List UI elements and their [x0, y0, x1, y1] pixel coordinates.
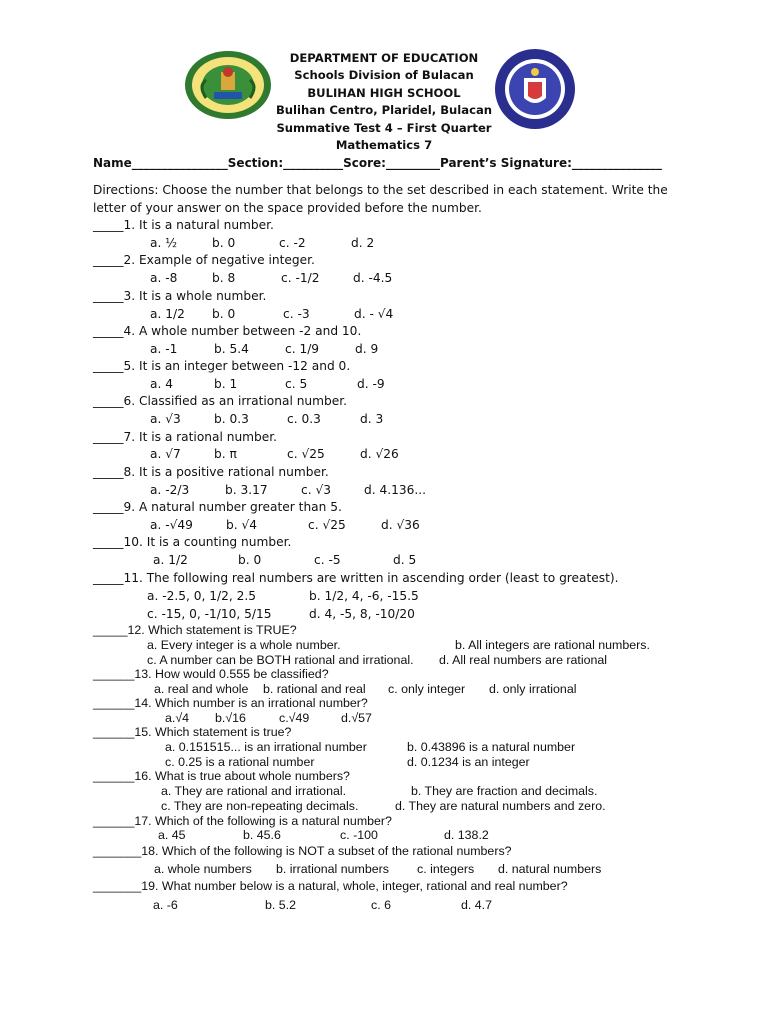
q2-option-a: a. -8 — [150, 271, 178, 285]
q15-option-a: a. 0.151515... is an irrational number — [165, 740, 367, 754]
q9-option-c: c. √25 — [308, 518, 346, 532]
q14-option-c: c.√49 — [279, 711, 310, 725]
q1-option-a: a. ½ — [150, 236, 178, 250]
q12-option-b: b. All integers are rational numbers. — [455, 638, 650, 652]
q12-option-a: a. Every integer is a whole number. — [147, 638, 341, 652]
q7-option-b: b. π — [214, 447, 237, 461]
q6-option-d: d. 3 — [360, 412, 384, 426]
q13-option-c: c. only integer — [388, 682, 466, 696]
q16-option-a: a. They are rational and irrational. — [161, 784, 347, 798]
question-1: _____1. It is a natural number. — [93, 218, 274, 232]
question-15: ______15. Which statement is true? — [93, 725, 292, 739]
q19-option-d: d. 4.7 — [461, 898, 493, 912]
q6-option-c: c. 0.3 — [287, 412, 321, 426]
question-14: ______14. Which number is an irrational number? — [93, 696, 368, 710]
q10-option-c: c. -5 — [314, 553, 341, 567]
q18-option-c: c. integers — [417, 862, 475, 876]
q14-option-a: a.√4 — [165, 711, 190, 725]
q3-option-c: c. -3 — [283, 307, 310, 321]
q8-option-b: b. 3.17 — [225, 483, 268, 497]
q18-option-a: a. whole numbers — [154, 862, 252, 876]
header-division: Schools Division of Bulacan — [294, 68, 474, 82]
question-18: _______18. Which of the following is NOT a subset of the rational numbers? — [93, 844, 512, 858]
q3-option-a: a. 1/2 — [150, 307, 185, 321]
q16-option-c: c. They are non-repeating decimals. — [161, 799, 359, 813]
question-10: _____10. It is a counting number. — [93, 535, 292, 549]
q11-option-d: d. 4, -5, 8, -10/20 — [309, 607, 415, 621]
q11-option-c: c. -15, 0, -1/10, 5/15 — [147, 607, 272, 621]
q15-option-c: c. 0.25 is a rational number — [165, 755, 315, 769]
q4-option-c: c. 1/9 — [285, 342, 320, 356]
q12-option-d: d. All real numbers are rational — [439, 653, 608, 667]
question-19: _______19. What number below is a natural, whole, integer, rational and real number? — [93, 879, 568, 893]
q14-option-d: d.√57 — [341, 711, 372, 725]
header-school: BULIHAN HIGH SCHOOL — [307, 86, 461, 100]
q19-option-a: a. -6 — [153, 898, 178, 912]
q3-option-d: d. - √4 — [354, 307, 394, 321]
question-16: ______16. What is true about whole numbers? — [93, 769, 350, 783]
q1-option-d: d. 2 — [351, 236, 375, 250]
q3-option-b: b. 0 — [212, 307, 236, 321]
name-section-score-line: Name________________Section:__________Score:_________Parent’s Signature:_______________ — [93, 156, 662, 170]
question-12: _____12. Which statement is TRUE? — [93, 623, 297, 637]
question-8: _____8. It is a positive rational number. — [93, 465, 329, 479]
question-17: ______17. Which of the following is a natural number? — [93, 814, 392, 828]
q15-option-d: d. 0.1234 is an integer — [407, 755, 530, 769]
q17-option-b: b. 45.6 — [243, 828, 281, 842]
q8-option-d: d. 4.136... — [364, 483, 426, 497]
header-subject: Mathematics 7 — [335, 138, 433, 152]
q18-option-b: b. irrational numbers — [276, 862, 389, 876]
q7-option-a: a. √7 — [150, 447, 181, 461]
q2-option-d: d. -4.5 — [353, 271, 393, 285]
question-6: _____6. Classified as an irrational number. — [93, 394, 348, 408]
q9-option-b: b. √4 — [226, 518, 258, 532]
q18-option-d: d. natural numbers — [498, 862, 602, 876]
q13-option-a: a. real and whole — [154, 682, 249, 696]
q17-option-a: a. 45 — [158, 828, 186, 842]
q5-option-a: a. 4 — [150, 377, 173, 391]
q13-option-b: b. rational and real — [263, 682, 366, 696]
question-13: ______13. How would 0.555 be classified? — [93, 667, 329, 681]
question-2: _____2. Example of negative integer. — [93, 253, 315, 267]
q15-option-b: b. 0.43896 is a natural number — [407, 740, 576, 754]
q1-option-b: b. 0 — [212, 236, 236, 250]
q4-option-b: b. 5.4 — [214, 342, 249, 356]
q13-option-d: d. only irrational — [489, 682, 577, 696]
q1-option-c: c. -2 — [279, 236, 306, 250]
q8-option-a: a. -2/3 — [150, 483, 190, 497]
q10-option-b: b. 0 — [238, 553, 262, 567]
q2-option-c: c. -1/2 — [281, 271, 320, 285]
q16-option-d: d. They are natural numbers and zero. — [395, 799, 606, 813]
question-9: _____9. A natural number greater than 5. — [93, 500, 342, 514]
q5-option-b: b. 1 — [214, 377, 238, 391]
q8-option-c: c. √3 — [301, 483, 331, 497]
q5-option-d: d. -9 — [357, 377, 385, 391]
q17-option-d: d. 138.2 — [444, 828, 489, 842]
question-4: _____4. A whole number between -2 and 10. — [93, 324, 362, 338]
q7-option-c: c. √25 — [287, 447, 325, 461]
q9-option-d: d. √36 — [381, 518, 420, 532]
question-11: _____11. The following real numbers are written in ascending order (least to greatest). — [93, 571, 619, 585]
q14-option-b: b.√16 — [215, 711, 246, 725]
q16-option-b: b. They are fraction and decimals. — [411, 784, 598, 798]
q6-option-b: b. 0.3 — [214, 412, 249, 426]
q6-option-a: a. √3 — [150, 412, 181, 426]
q5-option-c: c. 5 — [285, 377, 308, 391]
q11-option-a: a. -2.5, 0, 1/2, 2.5 — [147, 589, 256, 603]
q19-option-b: b. 5.2 — [265, 898, 297, 912]
q10-option-d: d. 5 — [393, 553, 417, 567]
q12-option-c: c. A number can be BOTH rational and irrational. — [147, 653, 414, 667]
header-test-title: Summative Test 4 – First Quarter — [276, 121, 492, 135]
header-department: DEPARTMENT OF EDUCATION — [289, 51, 479, 65]
q2-option-b: b. 8 — [212, 271, 236, 285]
question-3: _____3. It is a whole number. — [93, 289, 267, 303]
q4-option-a: a. -1 — [150, 342, 178, 356]
q4-option-d: d. 9 — [355, 342, 379, 356]
question-7: _____7. It is a rational number. — [93, 430, 278, 444]
directions: Directions: Choose the number that belongs to the set described in each statement. Write the letter of your answer on the space provided before the number. — [93, 183, 668, 215]
question-5: _____5. It is an integer between -12 and 0. — [93, 359, 351, 373]
q11-option-b: b. 1/2, 4, -6, -15.5 — [309, 589, 419, 603]
q9-option-a: a. -√49 — [150, 518, 193, 532]
q7-option-d: d. √26 — [360, 447, 399, 461]
q19-option-c: c. 6 — [371, 898, 391, 912]
q17-option-c: c. -100 — [340, 828, 378, 842]
q10-option-a: a. 1/2 — [153, 553, 188, 567]
header-address: Bulihan Centro, Plaridel, Bulacan — [275, 103, 493, 117]
